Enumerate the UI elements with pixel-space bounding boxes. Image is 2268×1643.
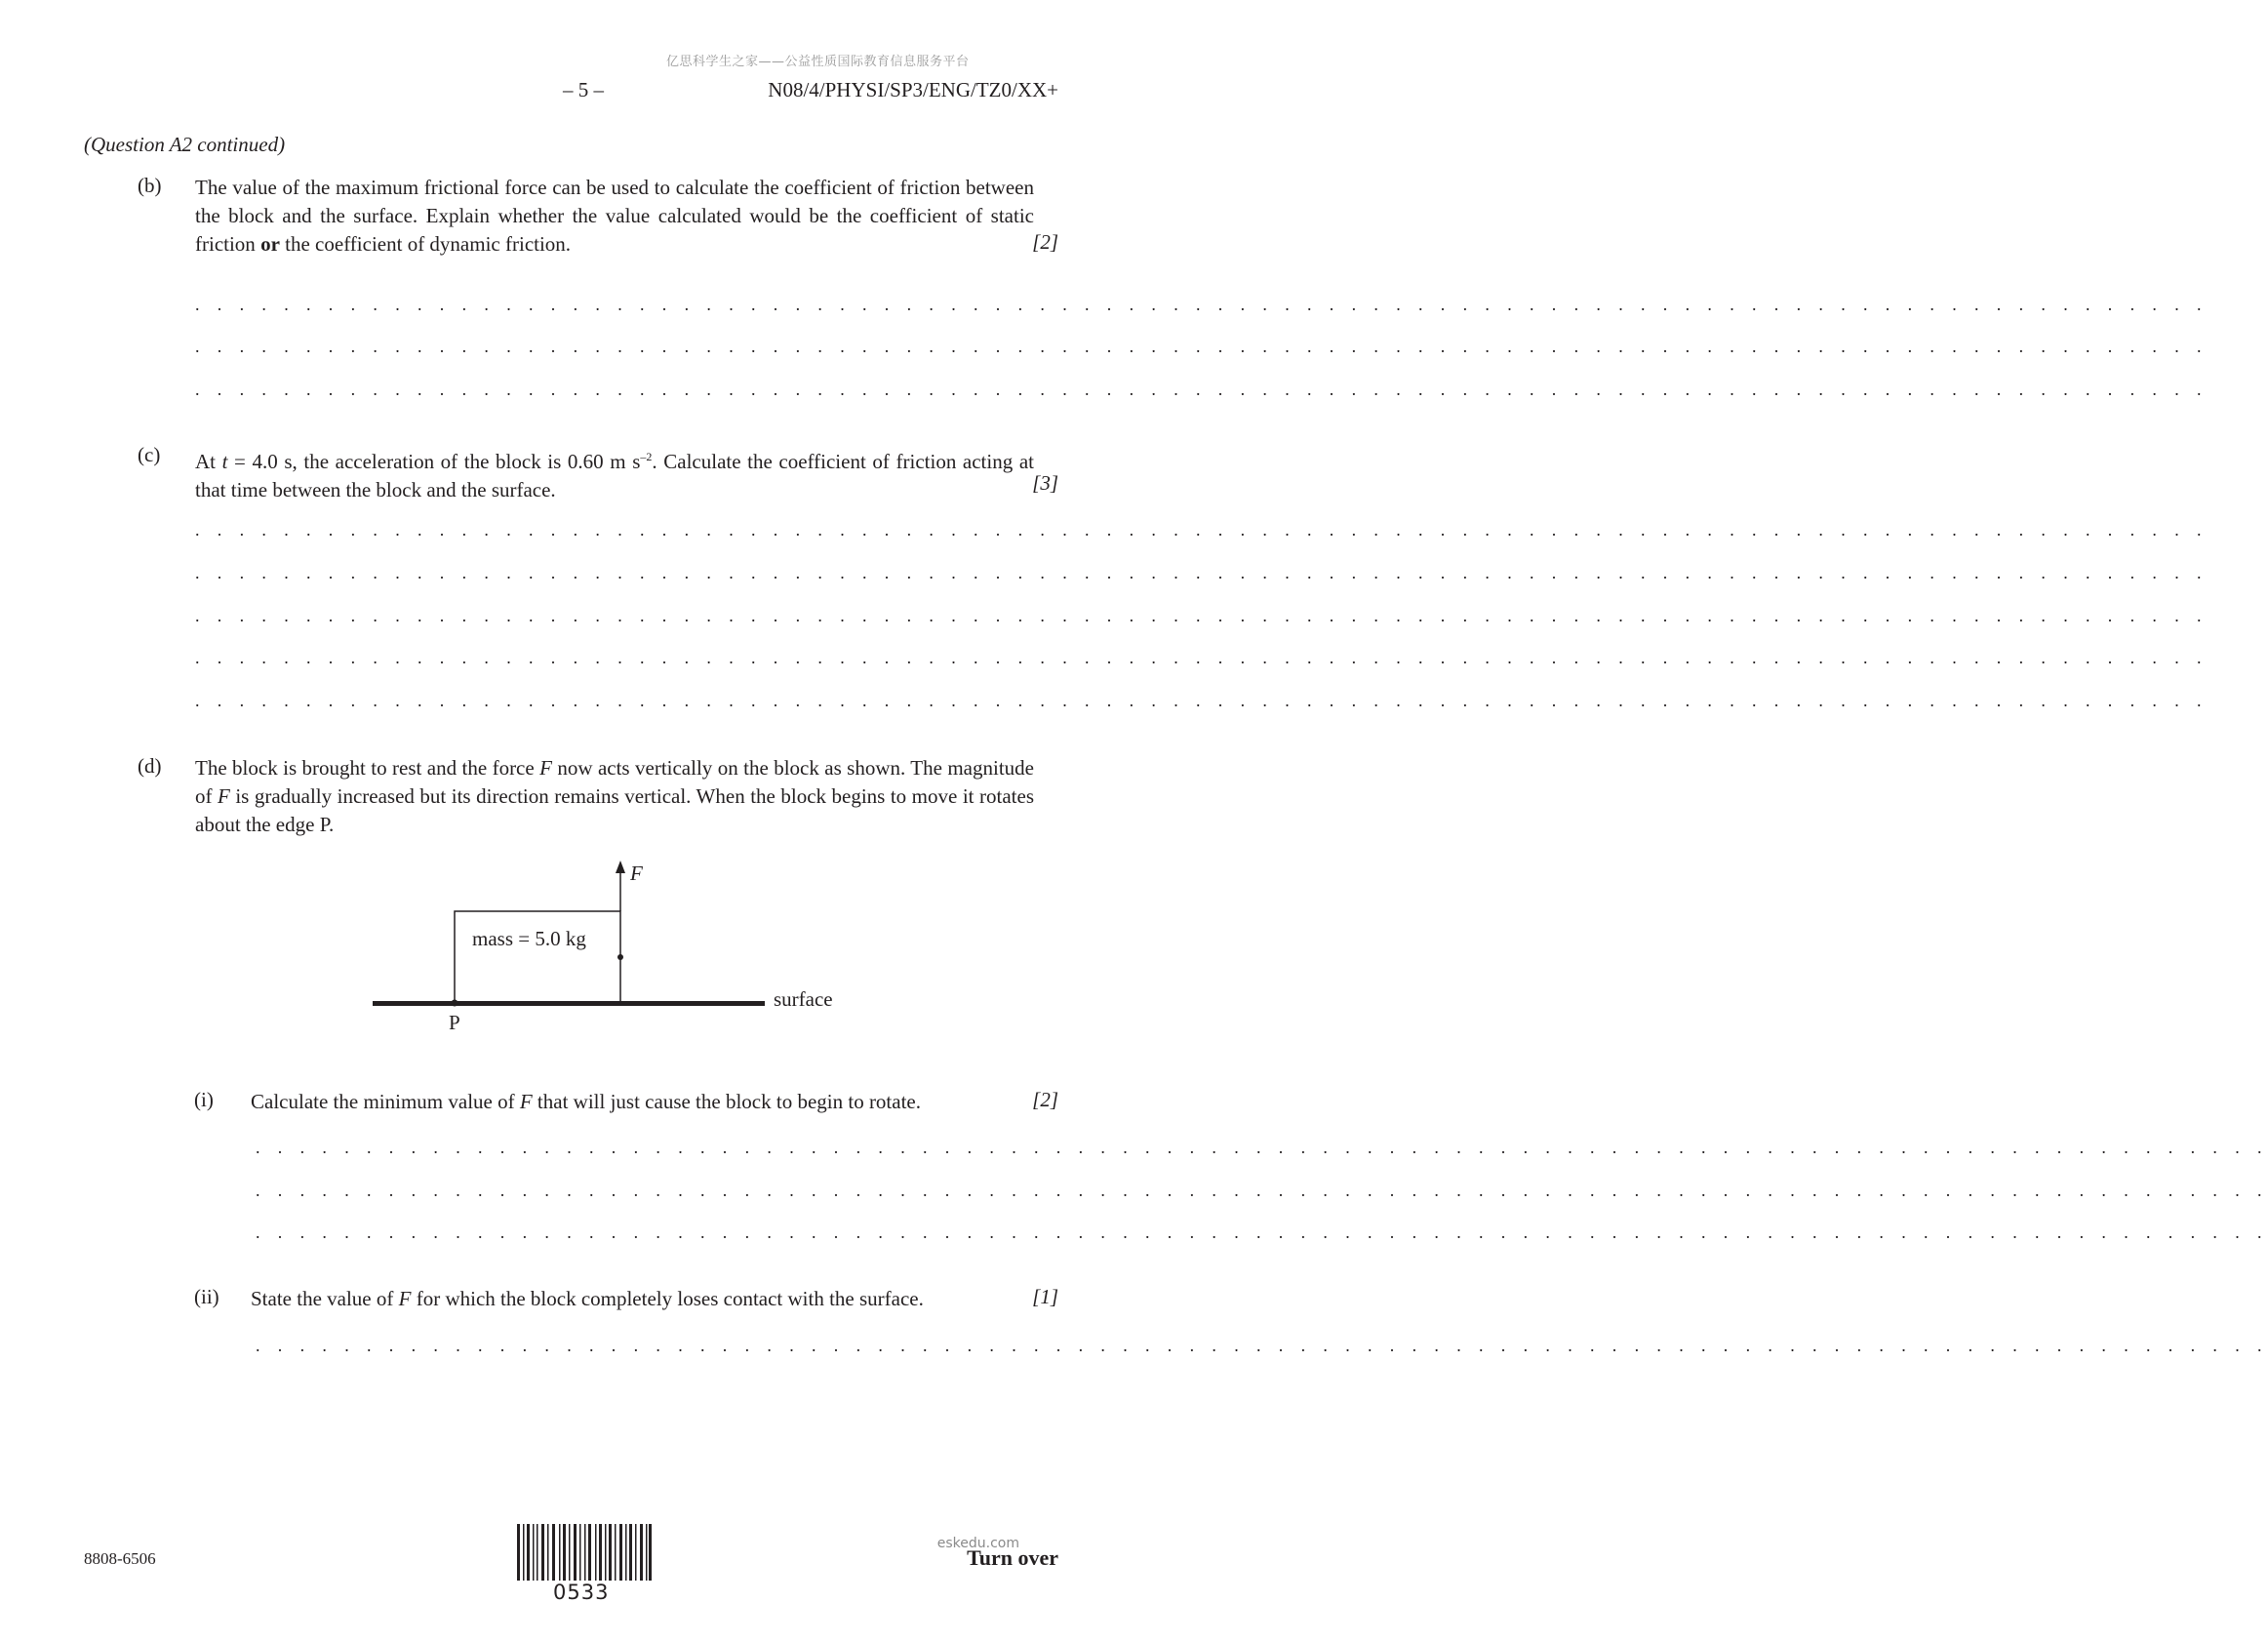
- answer-line[interactable]: . . . . . . . . . . . . . . . . . . . . . . . . . . . . . . . . . . . . . . . . . . . . . . . . . . . . . . . . . . . . . . . . . . . . . . . . . . . . . . . . . . . . . . . . . . .: [195, 648, 2208, 667]
- part-b-label: (b): [138, 174, 162, 197]
- part-d-ii-marks: [1]: [1032, 1285, 1058, 1308]
- answer-line[interactable]: . . . . . . . . . . . . . . . . . . . . . . . . . . . . . . . . . . . . . . . . . . . . . . . . . . . . . . . . . . . . . . . . . . . . . . . . . . . . . . . . . . . . . . . . . . .: [256, 1138, 2268, 1157]
- answer-line[interactable]: . . . . . . . . . . . . . . . . . . . . . . . . . . . . . . . . . . . . . . . . . . . . . . . . . . . . . . . . . . . . . . . . . . . . . . . . . . . . . . . . . . . . . . . . . . .: [195, 295, 2208, 314]
- part-d-ii-label: (ii): [194, 1285, 219, 1308]
- part-d-label: (d): [138, 754, 162, 778]
- answer-line[interactable]: . . . . . . . . . . . . . . . . . . . . . . . . . . . . . . . . . . . . . . . . . . . . . . . . . . . . . . . . . . . . . . . . . . . . . . . . . . . . . . . . . . . . . . . . . . .: [195, 380, 2208, 399]
- answer-line[interactable]: . . . . . . . . . . . . . . . . . . . . . . . . . . . . . . . . . . . . . . . . . . . . . . . . . . . . . . . . . . . . . . . . . . . . . . . . . . . . . . . . . . . . . . . . . . .: [195, 691, 2208, 710]
- force-arrow-icon: [616, 861, 625, 873]
- answer-line[interactable]: . . . . . . . . . . . . . . . . . . . . . . . . . . . . . . . . . . . . . . . . . . . . . . . . . . . . . . . . . . . . . . . . . . . . . . . . . . . . . . . . . . . . . . . . . . .: [256, 1222, 2268, 1242]
- pivot-label: P: [449, 1011, 460, 1034]
- part-c-marks: [3]: [1032, 471, 1058, 495]
- part-d-i-label: (i): [194, 1088, 214, 1111]
- answer-line[interactable]: . . . . . . . . . . . . . . . . . . . . . . . . . . . . . . . . . . . . . . . . . . . . . . . . . . . . . . . . . . . . . . . . . . . . . . . . . . . . . . . . . . . . . . . . . . .: [256, 1336, 2268, 1355]
- answer-line[interactable]: . . . . . . . . . . . . . . . . . . . . . . . . . . . . . . . . . . . . . . . . . . . . . . . . . . . . . . . . . . . . . . . . . . . . . . . . . . . . . . . . . . . . . . . . . . .: [195, 520, 2208, 540]
- question-continued-heading: (Question A2 continued): [84, 133, 286, 156]
- answer-line[interactable]: . . . . . . . . . . . . . . . . . . . . . . . . . . . . . . . . . . . . . . . . . . . . . . . . . . . . . . . . . . . . . . . . . . . . . . . . . . . . . . . . . . . . . . . . . . .: [195, 606, 2208, 625]
- page-number: – 5 –: [563, 78, 604, 101]
- exam-code: 8808-6506: [84, 1549, 156, 1568]
- part-d-question: The block is brought to rest and the force F now acts vertically on the block as shown. The magnitude of F is gradually increased but its direction remains vertical. When the block begins to move it rotates about the edge P.: [195, 756, 1034, 836]
- barcode-number: 0533: [553, 1581, 610, 1604]
- answer-line[interactable]: . . . . . . . . . . . . . . . . . . . . . . . . . . . . . . . . . . . . . . . . . . . . . . . . . . . . . . . . . . . . . . . . . . . . . . . . . . . . . . . . . . . . . . . . . . .: [256, 1181, 2268, 1200]
- paper-code: N08/4/PHYSI/SP3/ENG/TZ0/XX+: [768, 78, 1058, 101]
- part-c-question: At t = 4.0 s, the acceleration of the block is 0.60 m $s^{-2}$. Calculate the coefficient of friction acting at that time between the block and the surface.: [195, 450, 1034, 501]
- answer-line[interactable]: . . . . . . . . . . . . . . . . . . . . . . . . . . . . . . . . . . . . . . . . . . . . . . . . . . . . . . . . . . . . . . . . . . . . . . . . . . . . . . . . . . . . . . . . . . .: [195, 563, 2208, 582]
- part-d-i-marks: [2]: [1032, 1088, 1058, 1111]
- force-label: F: [630, 862, 643, 885]
- block-force-diagram: [361, 859, 868, 1054]
- block: [455, 911, 620, 1002]
- part-b-marks: [2]: [1032, 230, 1058, 254]
- part-d-i-question: Calculate the minimum value of F that will just cause the block to begin to rotate.: [251, 1090, 921, 1113]
- part-b-question: The value of the maximum frictional force can be used to calculate the coefficient of friction between the block and the surface. Explain whether the value calculated would be the coefficient of static friction or the coefficient of dynamic friction.: [195, 176, 1034, 256]
- pivot-point-p: [452, 1000, 458, 1007]
- watermark-banner: 亿思科学生之家——公益性质国际教育信息服务平台: [666, 55, 970, 69]
- answer-line[interactable]: . . . . . . . . . . . . . . . . . . . . . . . . . . . . . . . . . . . . . . . . . . . . . . . . . . . . . . . . . . . . . . . . . . . . . . . . . . . . . . . . . . . . . . . . . . .: [195, 337, 2208, 356]
- site-watermark: eskedu.com: [936, 1536, 1019, 1551]
- surface-label: surface: [774, 987, 833, 1011]
- force-application-point: [617, 954, 623, 960]
- barcode-icon: [517, 1524, 652, 1581]
- part-c-label: (c): [138, 443, 161, 466]
- mass-label: mass = 5.0 kg: [472, 927, 586, 950]
- part-d-ii-question: State the value of F for which the block completely loses contact with the surface.: [251, 1287, 924, 1310]
- turn-over-label: Turn over: [967, 1545, 1058, 1570]
